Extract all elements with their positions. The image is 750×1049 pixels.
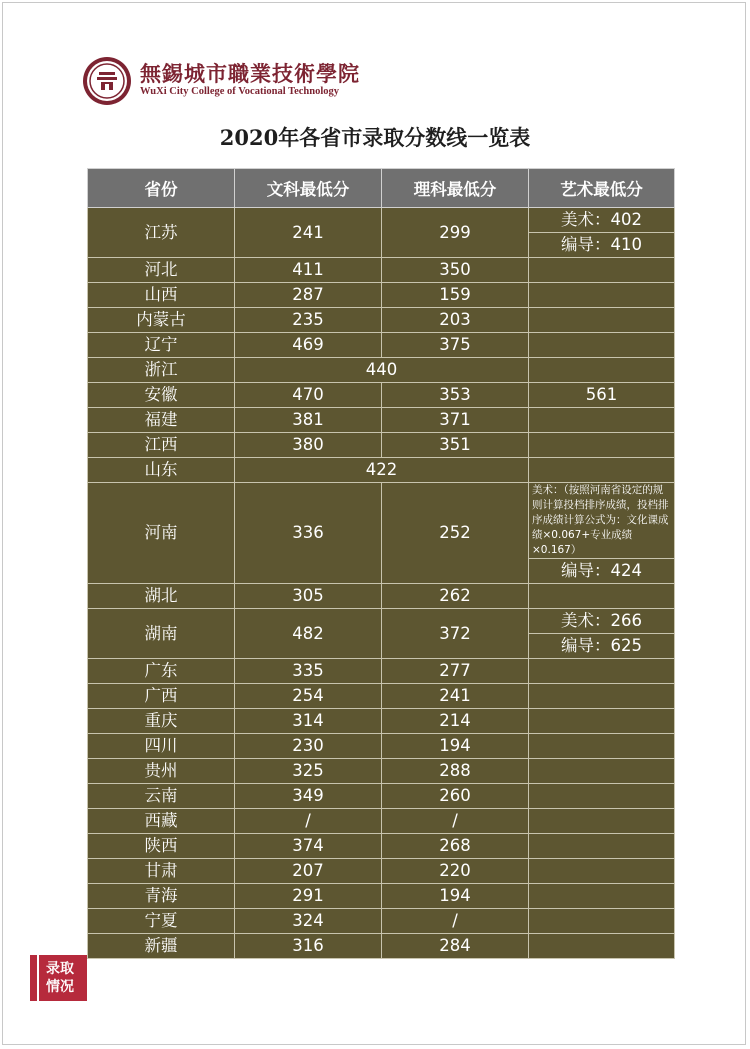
art-score-cell <box>529 934 675 959</box>
art-score-cell <box>529 283 675 308</box>
arts-score-cell: 336 <box>235 483 382 584</box>
table-row <box>88 709 675 734</box>
arts-score-cell: 482 <box>235 609 382 659</box>
science-score-cell: 241 <box>382 684 529 709</box>
province-cell: 河南 <box>88 483 235 584</box>
table-row <box>88 433 675 458</box>
table-row <box>88 909 675 934</box>
province-cell: 辽宁 <box>88 333 235 358</box>
science-score-cell: 268 <box>382 834 529 859</box>
art-score-cell <box>529 358 675 383</box>
page-title: 2020年各省市录取分数线一览表 <box>219 125 531 150</box>
art-score-cell <box>529 734 675 759</box>
province-cell: 山东 <box>88 458 235 483</box>
college-seal-icon <box>82 56 132 106</box>
art-score-cell <box>529 709 675 734</box>
art-note-cell: 美术：（按照河南省设定的规则计算投档排序成绩，投档排序成绩计算公式为：文化课成绩×0.067+专业成绩×0.167） <box>529 483 675 559</box>
art-score-cell <box>529 458 675 483</box>
table-row <box>88 759 675 784</box>
header-science-min: 理科最低分 <box>382 169 529 208</box>
arts-score-cell: 469 <box>235 333 382 358</box>
table-row <box>88 609 675 634</box>
table-row <box>88 408 675 433</box>
arts-score-cell: 207 <box>235 859 382 884</box>
province-cell: 江苏 <box>88 208 235 258</box>
table-row <box>88 809 675 834</box>
table-row <box>88 308 675 333</box>
province-cell: 河北 <box>88 258 235 283</box>
table-row <box>88 258 675 283</box>
science-score-cell: 214 <box>382 709 529 734</box>
science-score-cell: 203 <box>382 308 529 333</box>
science-score-cell: 375 <box>382 333 529 358</box>
table-row <box>88 684 675 709</box>
arts-score-cell: / <box>235 809 382 834</box>
province-cell: 青海 <box>88 884 235 909</box>
province-cell: 四川 <box>88 734 235 759</box>
table-row <box>88 734 675 759</box>
table-header-row <box>88 169 675 208</box>
science-score-cell: 194 <box>382 734 529 759</box>
merged-score-cell: 422 <box>235 458 529 483</box>
art-score-cell <box>529 859 675 884</box>
table-row <box>88 358 675 383</box>
art-score-cell <box>529 433 675 458</box>
table-row <box>88 458 675 483</box>
province-cell: 新疆 <box>88 934 235 959</box>
table-row <box>88 884 675 909</box>
province-cell: 广东 <box>88 659 235 684</box>
province-cell: 广西 <box>88 684 235 709</box>
table-row <box>88 584 675 609</box>
art-score-cell <box>529 884 675 909</box>
province-cell: 贵州 <box>88 759 235 784</box>
art-score-cell <box>529 659 675 684</box>
science-score-cell: 351 <box>382 433 529 458</box>
art-score-cell: 561 <box>529 383 675 408</box>
art-score-cell <box>529 408 675 433</box>
art-score-cell <box>529 258 675 283</box>
admission-score-table <box>87 168 675 959</box>
province-cell: 山西 <box>88 283 235 308</box>
science-score-cell: / <box>382 809 529 834</box>
art-score-cell <box>529 333 675 358</box>
art-score-cell: 编导：424 <box>529 559 675 584</box>
side-tab-stub <box>30 955 37 1001</box>
art-score-cell <box>529 308 675 333</box>
school-name-en: WuXi City College of Vocational Technology <box>140 86 340 97</box>
province-cell: 浙江 <box>88 358 235 383</box>
science-score-cell: 284 <box>382 934 529 959</box>
arts-score-cell: 287 <box>235 283 382 308</box>
art-score-cell <box>529 834 675 859</box>
art-score-cell: 美术：266 <box>529 609 675 634</box>
arts-score-cell: 241 <box>235 208 382 258</box>
art-score-cell <box>529 584 675 609</box>
science-score-cell: 159 <box>382 283 529 308</box>
arts-score-cell: 374 <box>235 834 382 859</box>
arts-score-cell: 230 <box>235 734 382 759</box>
arts-score-cell: 324 <box>235 909 382 934</box>
table-row <box>88 208 675 233</box>
table-row <box>88 483 675 559</box>
art-score-cell <box>529 759 675 784</box>
science-score-cell: 194 <box>382 884 529 909</box>
art-score-cell <box>529 809 675 834</box>
art-score-cell <box>529 684 675 709</box>
arts-score-cell: 470 <box>235 383 382 408</box>
science-score-cell: 260 <box>382 784 529 809</box>
art-score-cell <box>529 909 675 934</box>
side-tab-admission <box>39 955 87 1001</box>
science-score-cell: 372 <box>382 609 529 659</box>
arts-score-cell: 411 <box>235 258 382 283</box>
province-cell: 湖北 <box>88 584 235 609</box>
table-row <box>88 859 675 884</box>
table-row <box>88 784 675 809</box>
art-score-cell: 编导：625 <box>529 634 675 659</box>
table-row <box>88 283 675 308</box>
arts-score-cell: 316 <box>235 934 382 959</box>
province-cell: 云南 <box>88 784 235 809</box>
header-art-min: 艺术最低分 <box>529 169 675 208</box>
arts-score-cell: 335 <box>235 659 382 684</box>
arts-score-cell: 380 <box>235 433 382 458</box>
arts-score-cell: 235 <box>235 308 382 333</box>
table-row <box>88 383 675 408</box>
table-row <box>88 659 675 684</box>
arts-score-cell: 349 <box>235 784 382 809</box>
science-score-cell: 299 <box>382 208 529 258</box>
province-cell: 甘肃 <box>88 859 235 884</box>
side-tab-line2: 情况 <box>46 979 74 995</box>
province-cell: 陕西 <box>88 834 235 859</box>
art-score-cell <box>529 784 675 809</box>
science-score-cell: 353 <box>382 383 529 408</box>
table-row <box>88 834 675 859</box>
science-score-cell: 220 <box>382 859 529 884</box>
province-cell: 重庆 <box>88 709 235 734</box>
header-arts-min: 文科最低分 <box>235 169 382 208</box>
arts-score-cell: 314 <box>235 709 382 734</box>
table-row <box>88 934 675 959</box>
province-cell: 安徽 <box>88 383 235 408</box>
science-score-cell: / <box>382 909 529 934</box>
province-cell: 宁夏 <box>88 909 235 934</box>
art-score-cell: 美术：402 <box>529 208 675 233</box>
science-score-cell: 252 <box>382 483 529 584</box>
science-score-cell: 262 <box>382 584 529 609</box>
header-province: 省份 <box>88 169 235 208</box>
province-cell: 西藏 <box>88 809 235 834</box>
arts-score-cell: 325 <box>235 759 382 784</box>
arts-score-cell: 381 <box>235 408 382 433</box>
arts-score-cell: 254 <box>235 684 382 709</box>
table-row <box>88 333 675 358</box>
province-cell: 湖南 <box>88 609 235 659</box>
side-tab-line1: 录取 <box>46 961 74 977</box>
school-name-cn: 無錫城市職業技術學院 <box>140 61 360 86</box>
science-score-cell: 350 <box>382 258 529 283</box>
arts-score-cell: 305 <box>235 584 382 609</box>
science-score-cell: 288 <box>382 759 529 784</box>
science-score-cell: 371 <box>382 408 529 433</box>
art-score-cell: 编导：410 <box>529 233 675 258</box>
province-cell: 福建 <box>88 408 235 433</box>
province-cell: 江西 <box>88 433 235 458</box>
province-cell: 内蒙古 <box>88 308 235 333</box>
merged-score-cell: 440 <box>235 358 529 383</box>
science-score-cell: 277 <box>382 659 529 684</box>
arts-score-cell: 291 <box>235 884 382 909</box>
